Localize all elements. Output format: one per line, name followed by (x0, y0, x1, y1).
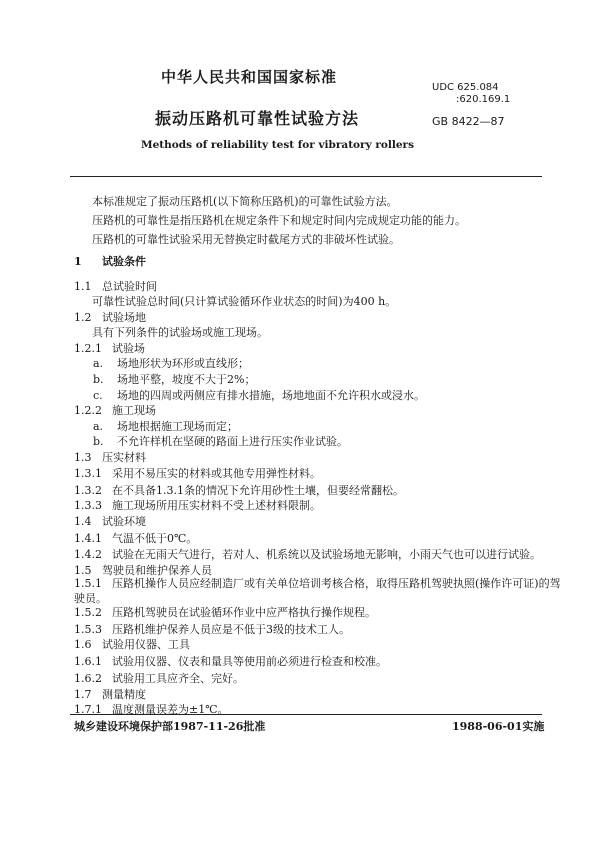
clause-text: 试验用工具应齐全、完好。 (112, 672, 244, 685)
udc-line-1: UDC 625.084 (432, 82, 499, 93)
clause-text: 驾驶员和维护保养人员 (102, 564, 212, 577)
clause-line (74, 532, 197, 546)
clause-text: 温度测量误差为±1℃。 (112, 703, 229, 716)
document-title: 振动压路机可靠性试验方法 (155, 109, 360, 128)
section-title: 试验条件 (102, 255, 146, 268)
clause-text: 压路机驾驶员在试验循环作业中应严格执行操作规程。 (112, 606, 376, 619)
section-heading (74, 255, 146, 269)
clause-line (74, 623, 350, 637)
clause-line (74, 672, 244, 686)
clause-number: 1.3.2 (74, 484, 102, 497)
clause-line (74, 548, 541, 562)
clause-number: 1.2.2 (74, 404, 102, 417)
clause-text: 不允许样机在坚硬的路面上进行压实作业试验。 (117, 435, 348, 448)
national-standard-heading: 中华人民共和国国家标准 (161, 68, 338, 86)
clause-line (74, 467, 321, 481)
clause-line (74, 655, 387, 669)
intro-paragraph: 本标准规定了振动压路机(以下简称压路机)的可靠性试验方法。 (92, 195, 398, 208)
clause-number: b. (93, 373, 104, 386)
clause-number: 1.5.3 (74, 623, 102, 636)
clause-line (93, 357, 249, 371)
clause-line (92, 326, 268, 340)
clause-text: 测量精度 (102, 688, 146, 701)
clause-text: 场地平整，坡度不大于2%； (117, 373, 256, 386)
clause-line (93, 420, 238, 434)
clause-line (74, 592, 107, 606)
clause-line (74, 515, 146, 529)
clause-number: 1.3.3 (74, 499, 102, 512)
clause-number: 1.3 (74, 451, 92, 464)
clause-text: 试验场 (112, 342, 145, 355)
clause-line (74, 577, 561, 591)
clause-line (74, 280, 157, 294)
clause-number: 1.2 (74, 311, 92, 324)
udc-line-2: :620.169.1 (456, 94, 511, 105)
clause-number: 1.2.1 (74, 342, 102, 355)
clause-text: 驶员。 (74, 592, 107, 605)
clause-text: 气温不低于0℃。 (112, 532, 198, 545)
clause-text: 压路机操作人员应经制造厂或有关单位培训考核合格，取得压路机驾驶执照(操作许可证)的驾 (112, 577, 561, 590)
clause-text: 总试验时间 (102, 280, 157, 293)
clause-number: 1.5.2 (74, 606, 102, 619)
clause-text: 施工现场所用压实材料不受上述材料限制。 (112, 499, 321, 512)
clause-line (74, 564, 212, 578)
clause-number: 1.6.2 (74, 672, 102, 685)
clause-number: 1.5.1 (74, 577, 102, 590)
clause-line (74, 499, 321, 513)
clause-text: 试验在无雨天气进行，若对人、机系统以及试验场地无影响，小雨天气也可以进行试验。 (112, 548, 541, 561)
intro-paragraph: 压路机的可靠性试验采用无替换定时截尾方式的非破坏性试验。 (92, 233, 400, 246)
clause-text: 试验用仪器、工具 (102, 638, 190, 651)
clause-line (74, 404, 156, 418)
clause-number: a. (93, 357, 104, 370)
gb-number: GB 8422—87 (432, 115, 505, 128)
clause-text: 具有下列条件的试验场或施工现场。 (92, 326, 268, 339)
clause-number: 1.6 (74, 638, 92, 651)
clause-number: 1.4.2 (74, 548, 102, 561)
approval-line: 城乡建设环境保护部1987-11-26批准 (74, 720, 266, 733)
clause-line (93, 435, 348, 449)
clause-number: 1.3.1 (74, 467, 102, 480)
clause-text: 在不具备1.3.1条的情况下允许用砂性土壤，但要经常翻松。 (112, 484, 404, 497)
clause-line (74, 638, 190, 652)
clause-line (74, 311, 146, 325)
clause-line (74, 484, 404, 498)
clause-line (93, 389, 425, 403)
clause-number: 1.6.1 (74, 655, 102, 668)
clause-number: 1.7 (74, 688, 92, 701)
clause-number: 1.1 (74, 280, 92, 293)
clause-line (74, 342, 145, 356)
udc-code (432, 82, 510, 106)
clause-text: 压实材料 (102, 451, 146, 464)
clause-text: 试验用仪器、仪表和量具等使用前必须进行检查和校准。 (112, 655, 387, 668)
intro-paragraph: 压路机的可靠性是指压路机在规定条件下和规定时间内完成规定功能的能力。 (92, 214, 466, 227)
implementation-date: 1988-06-01实施 (452, 720, 545, 733)
clause-text: 压路机维护保养人员应是不低于3级的技术工人。 (112, 623, 350, 636)
section-number: 1 (74, 255, 82, 268)
header-divider (70, 176, 542, 177)
clause-text: 场地的四周或两侧应有排水措施，场地地面不允许积水或浸水。 (117, 389, 425, 402)
clause-text: 场地形状为环形或直线形； (117, 357, 249, 370)
clause-number: c. (93, 389, 103, 402)
clause-line (92, 295, 396, 309)
clause-number: 1.5 (74, 564, 92, 577)
footer-divider (70, 714, 542, 715)
clause-line (93, 373, 255, 387)
clause-number: 1.4.1 (74, 532, 102, 545)
english-title: Methods of reliability test for vibratory rollers (141, 139, 414, 151)
clause-line (74, 688, 146, 702)
clause-text: 施工现场 (112, 404, 156, 417)
clause-text: 场地根据施工现场而定； (117, 420, 238, 433)
clause-number: b. (93, 435, 104, 448)
clause-number: 1.4 (74, 515, 92, 528)
clause-text: 采用不易压实的材料或其他专用弹性材料。 (112, 467, 321, 480)
clause-line (74, 451, 146, 465)
clause-text: 可靠性试验总时间(只计算试验循环作业状态的时间)为400 h。 (92, 295, 397, 308)
clause-text: 试验环境 (102, 515, 146, 528)
clause-text: 试验场地 (102, 311, 146, 324)
clause-line (74, 606, 376, 620)
clause-number: a. (93, 420, 104, 433)
clause-number: 1.7.1 (74, 703, 102, 716)
